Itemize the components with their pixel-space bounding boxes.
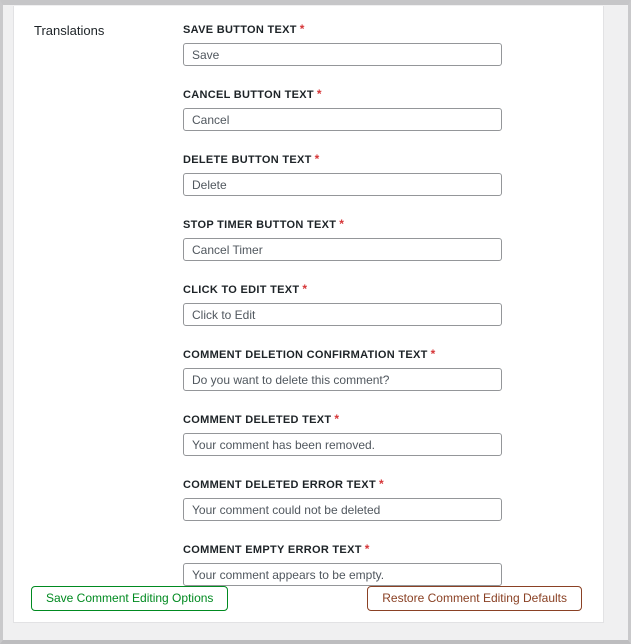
field-label-text: STOP TIMER BUTTON TEXT — [183, 219, 337, 231]
field-label-text: CANCEL BUTTON TEXT — [183, 89, 314, 101]
field-text-input[interactable] — [183, 43, 502, 66]
section-title: Translations — [34, 23, 105, 38]
required-asterisk: * — [314, 152, 320, 166]
required-asterisk: * — [364, 542, 370, 556]
field-label — [183, 477, 603, 491]
field-group — [183, 152, 603, 196]
field-label — [183, 347, 603, 361]
field-label — [183, 217, 603, 231]
restore-comment-editing-defaults-button[interactable]: Restore Comment Editing Defaults — [367, 586, 582, 611]
field-label-text: SAVE BUTTON TEXT — [183, 24, 297, 36]
field-text-input[interactable] — [183, 108, 502, 131]
field-text-input[interactable] — [183, 433, 502, 456]
required-asterisk: * — [430, 347, 436, 361]
field-text-input[interactable] — [183, 368, 502, 391]
required-asterisk: * — [302, 282, 308, 296]
required-asterisk: * — [334, 412, 340, 426]
required-asterisk: * — [378, 477, 384, 491]
fields — [183, 22, 603, 607]
actions-row — [31, 586, 582, 611]
field-label — [183, 87, 603, 101]
required-asterisk: * — [316, 87, 322, 101]
field-group — [183, 22, 603, 66]
required-asterisk: * — [299, 22, 305, 36]
field-group — [183, 217, 603, 261]
section-label-column — [14, 22, 183, 607]
field-label-text: CLICK TO EDIT TEXT — [183, 284, 300, 296]
translations-panel — [13, 6, 604, 623]
field-label — [183, 22, 603, 36]
field-label-text: COMMENT DELETION CONFIRMATION TEXT — [183, 349, 428, 361]
field-label — [183, 282, 603, 296]
field-text-input[interactable] — [183, 563, 502, 586]
field-label-text: DELETE BUTTON TEXT — [183, 154, 312, 166]
required-asterisk: * — [339, 217, 345, 231]
field-group — [183, 477, 603, 521]
field-label — [183, 152, 603, 166]
field-label — [183, 412, 603, 426]
save-comment-editing-options-button[interactable]: Save Comment Editing Options — [31, 586, 228, 611]
field-group — [183, 542, 603, 586]
field-label-text: COMMENT DELETED ERROR TEXT — [183, 479, 376, 491]
field-text-input[interactable] — [183, 238, 502, 261]
field-group — [183, 347, 603, 391]
field-group — [183, 412, 603, 456]
field-group — [183, 282, 603, 326]
field-text-input[interactable] — [183, 498, 502, 521]
field-text-input[interactable] — [183, 303, 502, 326]
field-text-input[interactable] — [183, 173, 502, 196]
field-group — [183, 87, 603, 131]
field-label-text: COMMENT DELETED TEXT — [183, 414, 332, 426]
field-label — [183, 542, 603, 556]
field-label-text: COMMENT EMPTY ERROR TEXT — [183, 544, 362, 556]
